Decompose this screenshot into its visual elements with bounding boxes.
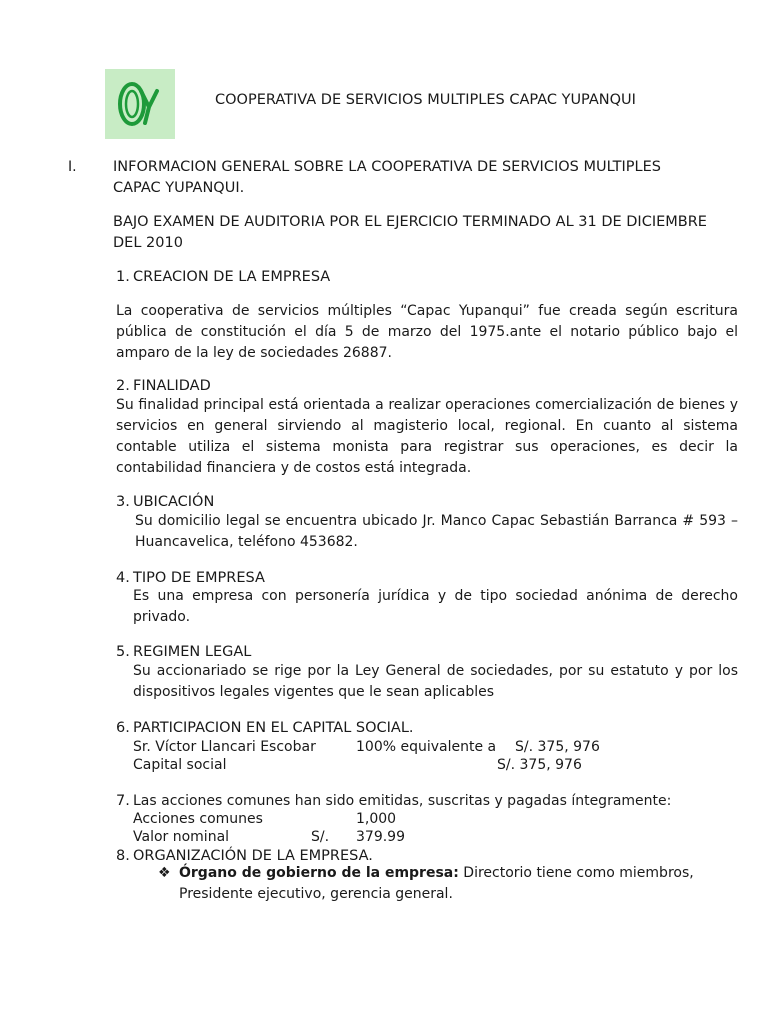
item-number: 4. (116, 570, 130, 586)
item-number: 2. (116, 378, 130, 394)
capital-row-label: Capital social (133, 757, 227, 773)
organizacion-bullet-text (179, 863, 739, 905)
capital-row-value: S/. 375, 976 (497, 757, 582, 773)
diamond-bullet-icon: ❖ (158, 865, 171, 881)
item-title-finalidad: FINALIDAD (133, 378, 211, 394)
item-title-regimen: REGIMEN LEGAL (133, 644, 252, 660)
item-title-acciones: Las acciones comunes han sido emitidas, suscritas y pagadas íntegramente: (133, 793, 672, 809)
bullet-bold-label: Órgano de gobierno de la empresa: (179, 865, 459, 881)
item-number: 1. (116, 269, 130, 285)
cooperative-logo-icon (105, 69, 175, 139)
acciones-row-currency: S/. (311, 829, 330, 845)
capital-row-value: S/. 375, 976 (515, 739, 600, 755)
acciones-row-value: 1,000 (356, 811, 397, 827)
item-title-creacion: CREACION DE LA EMPRESA (133, 269, 331, 285)
item-title-participacion: PARTICIPACION EN EL CAPITAL SOCIAL. (133, 720, 414, 736)
item-number: 3. (116, 494, 130, 510)
capital-row-label: Sr. Víctor Llancari Escobar (133, 739, 316, 755)
section-subheading: BAJO EXAMEN DE AUDITORIA POR EL EJERCICIO TERMINADO AL 31 DE DICIEMBRE DEL 2010 (113, 214, 707, 251)
item-body-regimen: Su accionariado se rige por la Ley General de sociedades, por su estatuto y por los dispositivos legales vigentes que le sean aplicables (133, 663, 738, 700)
acciones-row-label: Acciones comunes (133, 811, 263, 827)
item-number: 8. (116, 848, 130, 864)
section-heading: INFORMACION GENERAL SOBRE LA COOPERATIVA DE SERVICIOS MULTIPLES CAPAC YUPANQUI. (113, 159, 661, 196)
item-title-ubicacion: UBICACIÓN (133, 494, 215, 510)
cooperative-logo (105, 69, 175, 139)
capital-row-desc: 100% equivalente a (356, 739, 497, 755)
item-number: 6. (116, 720, 130, 736)
item-number: 5. (116, 644, 130, 660)
item-title-organizacion: ORGANIZACIÓN DE LA EMPRESA. (133, 848, 373, 864)
item-body-finalidad: Su finalidad principal está orientada a realizar operaciones comercialización de bienes y servicios en general sirviendo al magisterio local, regional. En cuanto al sistema contable utiliza el sistema monista para registrar sus operaciones, es decir la contabilidad financiera y de costos está integrada. (116, 397, 738, 476)
item-body-ubicacion: Su domicilio legal se encuentra ubicado Jr. Manco Capac Sebastián Barranca # 593 – Huancavelica, teléfono 453682. (135, 513, 738, 550)
document-title: COOPERATIVA DE SERVICIOS MULTIPLES CAPAC YUPANQUI (215, 92, 636, 108)
acciones-row-label: Valor nominal (133, 829, 230, 845)
item-title-tipo: TIPO DE EMPRESA (133, 570, 265, 586)
acciones-row-value: 379.99 (356, 829, 405, 845)
bullet-body-text: Directorio tiene como miembros, Presidente ejecutivo, gerencia general. (179, 865, 694, 902)
section-number: I. (68, 159, 77, 175)
item-body-creacion: La cooperativa de servicios múltiples “Capac Yupanqui” fue creada según escritura pública de constitución el día 5 de marzo del 1975.ante el notario público bajo el amparo de la ley de sociedades 26887. (116, 303, 738, 361)
item-number: 7. (116, 793, 130, 809)
item-body-tipo: Es una empresa con personería jurídica y de tipo sociedad anónima de derecho privado. (133, 588, 738, 625)
